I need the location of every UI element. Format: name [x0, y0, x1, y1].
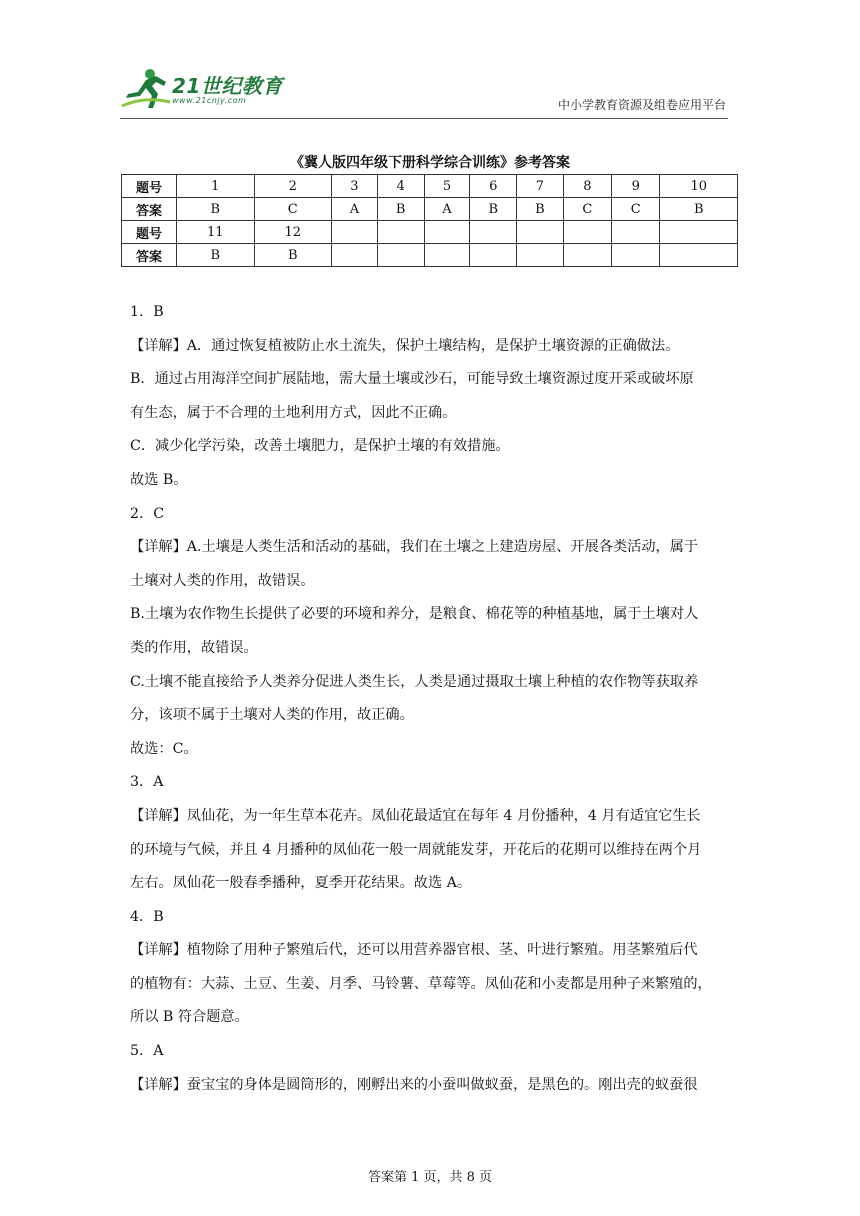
- text-line: C．减少化学污染，改善土壤肥力，是保护土壤的有效措施。: [130, 438, 510, 455]
- row-label: 题号: [122, 175, 177, 198]
- table-cell: B: [470, 198, 517, 221]
- table-cell: [332, 244, 378, 267]
- table-cell: [563, 221, 611, 244]
- table-row: [122, 175, 738, 198]
- table-cell: B: [377, 198, 424, 221]
- text-line: 有生态，属于不合理的土地利用方式，因此不正确。: [130, 404, 457, 421]
- text-line: 分，该项不属于土壤对人类的作用，故正确。: [130, 707, 414, 724]
- document-title: 《冀人版四年级下册科学综合训练》参考答案: [290, 155, 570, 171]
- table-cell: 11: [177, 221, 255, 244]
- text-line: C.土壤不能直接给予人类养分促进人类生长，人类是通过摄取土壤上种植的农作物等获取养: [130, 673, 699, 690]
- table-cell: 4: [377, 175, 424, 198]
- table-cell: C: [254, 198, 332, 221]
- text-line: 【详解】A.土壤是人类生活和活动的基础，我们在土壤之上建造房屋、开展各类活动，属于: [130, 539, 699, 556]
- text-line: 类的作用，故错误。: [130, 639, 258, 656]
- text-line: 【详解】蚕宝宝的身体是圆筒形的，刚孵出来的小蚕叫做蚁蚕，是黑色的。刚出壳的蚁蚕很: [130, 1076, 698, 1093]
- table-cell: 1: [177, 175, 255, 198]
- text-line: B.土壤为农作物生长提供了必要的环境和养分，是粮食、棉花等的种植基地，属于土壤对人: [130, 606, 699, 623]
- row-label: 题号: [122, 221, 177, 244]
- text-line: 4．B: [130, 908, 164, 925]
- table-row: [122, 198, 738, 221]
- text-line: 的植物有：大蒜、土豆、生姜、月季、马铃薯、草莓等。凤仙花和小麦都是用种子来繁殖的，: [130, 975, 712, 992]
- text-line: 的环境与气候，并且 4 月播种的凤仙花一般一周就能发芽，开花后的花期可以维持在两个月: [130, 841, 702, 858]
- table-cell: [517, 221, 564, 244]
- site-logo: [120, 66, 320, 112]
- text-line: 2．C: [130, 505, 165, 522]
- table-cell: B: [517, 198, 564, 221]
- table-cell: [332, 221, 378, 244]
- table-cell: [660, 244, 738, 267]
- text-line: 3．A: [130, 774, 164, 791]
- text-line: 故选：C。: [130, 740, 198, 757]
- table-row: [122, 244, 738, 267]
- table-cell: [563, 244, 611, 267]
- logo-text: 21世纪教育: [172, 74, 283, 98]
- table-cell: [377, 221, 424, 244]
- text-line: 所以 B 符合题意。: [130, 1009, 249, 1026]
- table-cell: A: [424, 198, 470, 221]
- text-line: 1．B: [130, 304, 164, 320]
- text-line: 左右。凤仙花一般春季播种，夏季开花结果。故选 A。: [130, 875, 472, 892]
- table-cell: [612, 244, 660, 267]
- table-cell: 12: [254, 221, 332, 244]
- table-cell: 7: [517, 175, 564, 198]
- table-cell: 2: [254, 175, 332, 198]
- table-cell: 5: [424, 175, 470, 198]
- text-line: B．通过占用海洋空间扩展陆地，需大量土壤或沙石，可能导致土壤资源过度开采或破坏原: [130, 371, 694, 388]
- page-footer: 答案第 1 页，共 8 页: [367, 1170, 493, 1185]
- answer-table: [121, 174, 738, 267]
- page-header: [120, 66, 728, 119]
- table-cell: C: [612, 198, 660, 221]
- table-cell: [424, 221, 470, 244]
- table-cell: [660, 221, 738, 244]
- table-cell: A: [332, 198, 378, 221]
- table-cell: B: [177, 244, 255, 267]
- row-label: 答案: [122, 198, 177, 221]
- text-line: 土壤对人类的作用，故错误。: [130, 572, 315, 589]
- table-cell: B: [177, 198, 255, 221]
- table-cell: B: [660, 198, 738, 221]
- text-line: 【详解】A．通过恢复植被防止水土流失，保护土壤结构，是保护土壤资源的正确做法。: [130, 337, 680, 354]
- logo-url: www.21cnjy.com: [172, 96, 247, 105]
- table-cell: [517, 244, 564, 267]
- table-cell: [377, 244, 424, 267]
- table-cell: [470, 221, 517, 244]
- answer-explanations: [130, 296, 734, 1102]
- table-cell: 6: [470, 175, 517, 198]
- table-cell: 8: [563, 175, 611, 198]
- table-cell: 3: [332, 175, 378, 198]
- table-cell: [424, 244, 470, 267]
- text-line: 【详解】植物除了用种子繁殖后代，还可以用营养器官根、茎、叶进行繁殖。用茎繁殖后代: [130, 942, 698, 959]
- table-cell: [612, 221, 660, 244]
- table-cell: B: [254, 244, 332, 267]
- text-line: 【详解】凤仙花，为一年生草本花卉。凤仙花最适宜在每年 4 月份播种，4 月有适宜它生长: [130, 807, 701, 824]
- table-row: [122, 221, 738, 244]
- table-cell: C: [563, 198, 611, 221]
- row-label: 答案: [122, 244, 177, 267]
- runner-icon: [120, 66, 172, 112]
- table-cell: 9: [612, 175, 660, 198]
- text-line: 故选 B。: [130, 471, 188, 488]
- table-cell: 10: [660, 175, 738, 198]
- table-cell: [470, 244, 517, 267]
- platform-name: 中小学教育资源及组卷应用平台: [557, 98, 726, 112]
- text-line: 5．A: [130, 1043, 164, 1060]
